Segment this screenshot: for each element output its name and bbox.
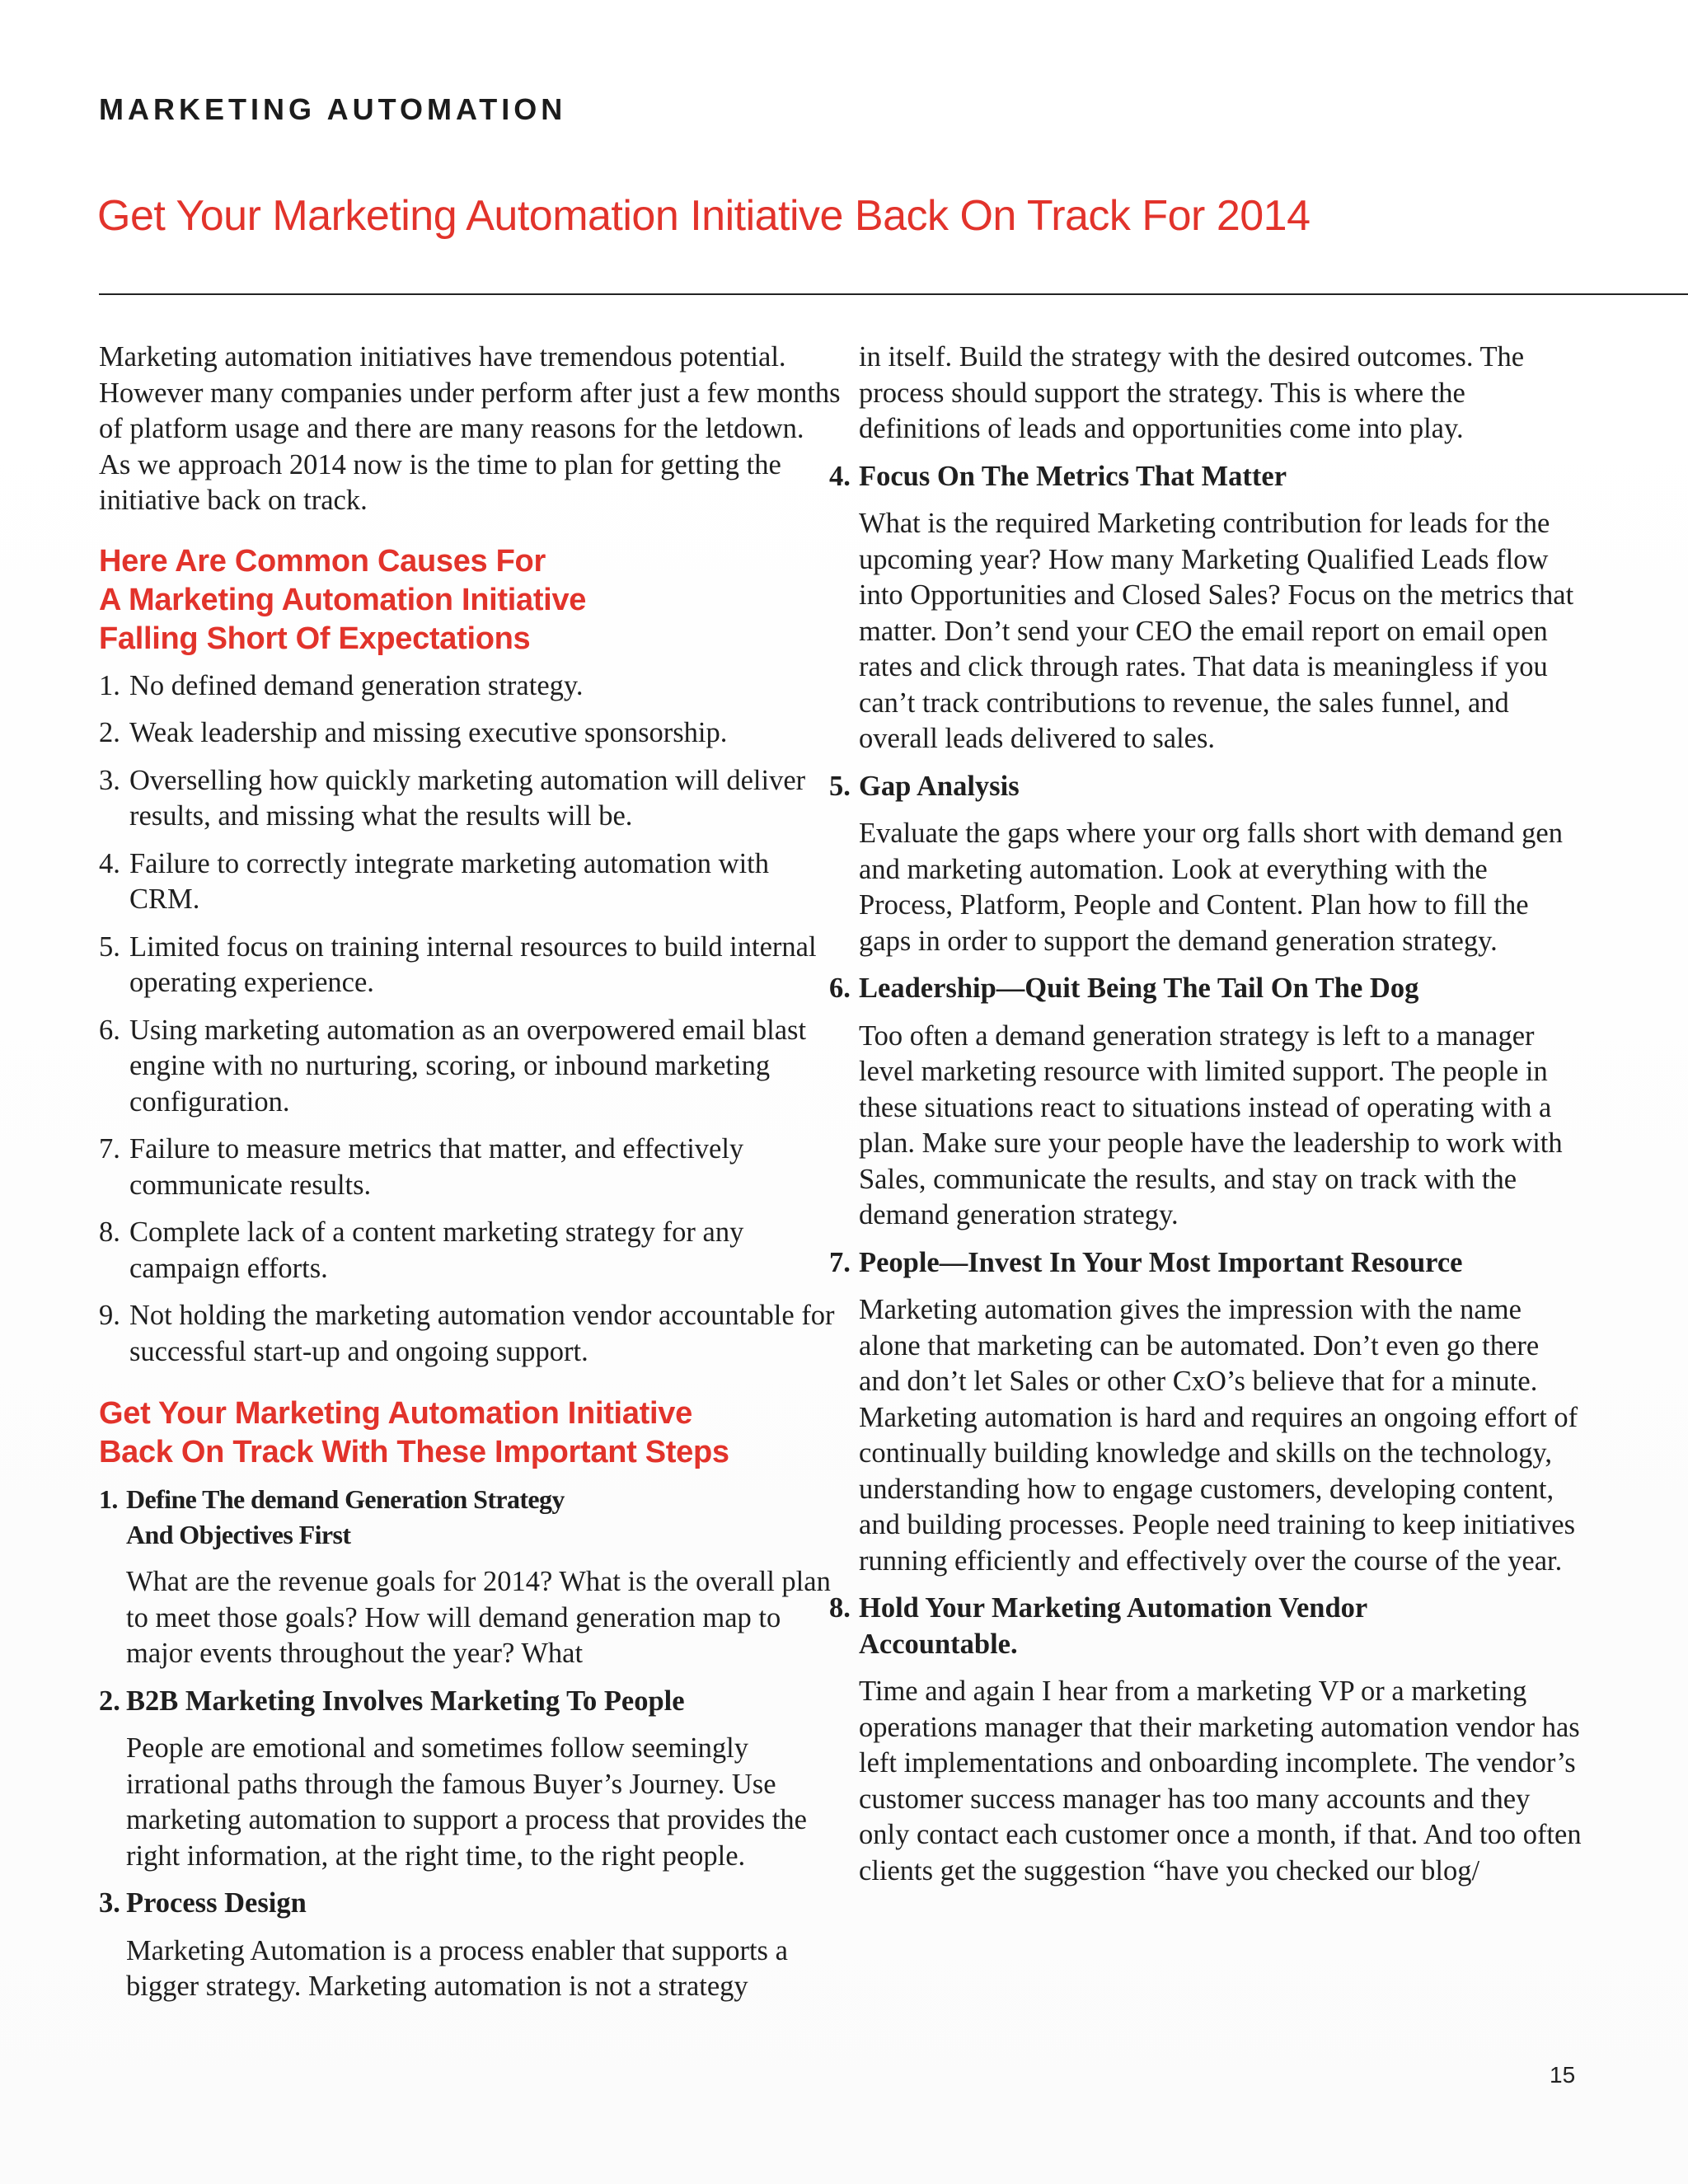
list-item <box>99 1298 841 1370</box>
step-title-line: Define The demand Generation Strategy <box>126 1484 565 1514</box>
list-item <box>99 1132 841 1203</box>
list-text: No defined demand generation strategy. <box>129 669 584 701</box>
list-text: Failure to measure metrics that matter, and effectively communicate results. <box>129 1133 744 1201</box>
step-title-text: Process Design <box>126 1887 307 1919</box>
list-text: Not holding the marketing automation vendor accountable for successful start-up and ongoing support. <box>129 1300 835 1367</box>
step-number: 1. <box>99 1484 118 1514</box>
steps-list-left <box>99 1482 841 2005</box>
step-body: Evaluate the gaps where your org falls short with demand gen and marketing automation. Look at everything with the Process, Platform, People and Content. Plan how to fill the gaps in order to support the demand generation strategy. <box>859 818 1563 957</box>
right-column <box>829 340 1584 1900</box>
step-body: Marketing automation gives the impression with the name alone that marketing can be automated. Don’t even go there and don’t let Sales or other CxO’s believe that for a minute. Marketing automation is hard and requires an ongoing effort of continually building knowledge and skills on the technology, understanding how to engage customers, developing content, and building processes. People need training to keep initiatives running efficiently and effectively over the course of the year. <box>859 1294 1578 1577</box>
list-item <box>99 1215 841 1286</box>
list-text: Complete lack of a content marketing strategy for any campaign efforts. <box>129 1216 744 1284</box>
step-body: Time and again I hear from a marketing VP or a marketing operations manager that their marketing automation vendor has left implementations and onboarding incomplete. The vendor’s customer success manager has too many accounts and they only contact each customer once a month, if that. And too often clients get the suggestion “have you checked our blog/ <box>859 1675 1582 1886</box>
list-text: Weak leadership and missing executive sponsorship. <box>129 717 728 748</box>
list-number: 8. <box>99 1216 120 1248</box>
causes-heading-line: A Marketing Automation Initiative <box>99 582 587 617</box>
step-title <box>829 1591 1584 1662</box>
step-title-line: And Objectives First <box>126 1520 351 1549</box>
list-item <box>99 668 841 705</box>
step-body: What is the required Marketing contribution for leads for the upcoming year? How many Marketing Qualified Leads flow into Opportunities and Closed Sales? Focus on the metrics that matter. Don’t send your CEO the email report on email open rates and click through rates. That data is meaningless if you can’t track contributions to revenue, the sales funnel, and overall leads delivered to sales. <box>859 508 1574 754</box>
list-text: Overselling how quickly marketing automation will deliver results, and missing what the results will be. <box>129 764 806 832</box>
list-text: Limited focus on training internal resources to build internal operating experience. <box>129 930 817 998</box>
list-number: 7. <box>99 1133 120 1165</box>
list-number: 2. <box>99 717 120 748</box>
step-item <box>99 1684 841 1875</box>
causes-heading-line: Here Are Common Causes For <box>99 543 546 579</box>
step-title <box>829 769 1584 805</box>
list-item <box>99 763 841 835</box>
step-item <box>829 971 1584 1234</box>
intro-paragraph: Marketing automation initiatives have tremendous potential. However many companies under perform after just a few months of platform usage and there are many reasons for the letdown. As we approach 2014 now is the time to plan for getting the initiative back on track. <box>99 341 841 516</box>
list-number: 9. <box>99 1300 120 1331</box>
step-title <box>829 971 1584 1007</box>
list-item <box>99 930 841 1001</box>
step-title <box>829 459 1584 495</box>
step-item <box>829 1591 1584 1889</box>
step-title <box>829 1245 1584 1282</box>
step-number: 5. <box>829 770 851 802</box>
step-title-text: Leadership—Quit Being The Tail On The Dog <box>859 972 1419 1004</box>
step-number: 2. <box>99 1685 120 1717</box>
causes-list <box>99 668 841 1371</box>
step-number: 3. <box>99 1887 120 1919</box>
title-divider <box>99 293 1688 295</box>
section-label: MARKETING AUTOMATION <box>99 92 567 126</box>
step-item <box>829 769 1584 960</box>
step-body: People are emotional and sometimes follow seemingly irrational paths through the famous Buyer’s Journey. Use marketing automation to support a process that provides the right information, at the right time, to the right people. <box>126 1732 807 1872</box>
step-item <box>829 459 1584 757</box>
list-text: Failure to correctly integrate marketing automation with CRM. <box>129 847 769 915</box>
page-title: Get Your Marketing Automation Initiative Back On Track For 2014 <box>97 192 1311 240</box>
step-item <box>829 1245 1584 1580</box>
list-number: 3. <box>99 764 120 796</box>
list-number: 4. <box>99 847 120 879</box>
step-title-text: Focus On The Metrics That Matter <box>859 460 1287 492</box>
list-item <box>99 846 841 918</box>
step-item <box>99 1886 841 2005</box>
page-number: 15 <box>1550 2062 1576 2088</box>
list-item <box>99 1013 841 1121</box>
step-title-line: Hold Your Marketing Automation Vendor <box>859 1592 1368 1624</box>
list-number: 6. <box>99 1014 120 1046</box>
step-number: 6. <box>829 972 851 1004</box>
step-number: 4. <box>829 460 851 492</box>
step-item <box>99 1482 841 1672</box>
step-title-line: Accountable. <box>859 1628 1018 1660</box>
causes-heading <box>99 542 841 658</box>
step-body: Marketing Automation is a process enabler that supports a bigger strategy. Marketing automation is not a strategy <box>126 1934 788 2002</box>
step-title-text: B2B Marketing Involves Marketing To People <box>126 1685 685 1717</box>
step-number: 7. <box>829 1246 851 1278</box>
list-number: 1. <box>99 669 120 701</box>
step-body-continued: in itself. Build the strategy with the desired outcomes. The process should support the strategy. This is where the definitions of leads and opportunities come into play. <box>859 341 1525 444</box>
list-text: Using marketing automation as an overpowered email blast engine with no nurturing, scoring, or inbound marketing configuration. <box>129 1014 807 1118</box>
step-body: What are the revenue goals for 2014? What is the overall plan to meet those goals? How will demand generation map to major events throughout the year? What <box>126 1566 831 1669</box>
list-number: 5. <box>99 930 120 963</box>
step-title <box>99 1886 841 1922</box>
steps-heading-line: Get Your Marketing Automation Initiative <box>99 1396 692 1431</box>
step-body: Too often a demand generation strategy is left to a manager level marketing resource with limited support. The people in these situations react to situations instead of operating with a plan. Make sure your people have the leadership to work with Sales, communicate the results, and stay on track with the demand generation strategy. <box>859 1019 1563 1230</box>
left-column <box>99 340 841 2017</box>
step-title-text: People—Invest In Your Most Important Resource <box>859 1246 1463 1278</box>
steps-heading-line: Back On Track With These Important Steps <box>99 1435 729 1469</box>
step-title <box>99 1684 841 1720</box>
steps-heading <box>99 1394 841 1472</box>
causes-heading-line: Falling Short Of Expectations <box>99 621 531 656</box>
step-title <box>99 1482 841 1553</box>
list-item <box>99 715 841 752</box>
step-title-text: Gap Analysis <box>859 770 1020 802</box>
step-number: 8. <box>829 1592 851 1624</box>
